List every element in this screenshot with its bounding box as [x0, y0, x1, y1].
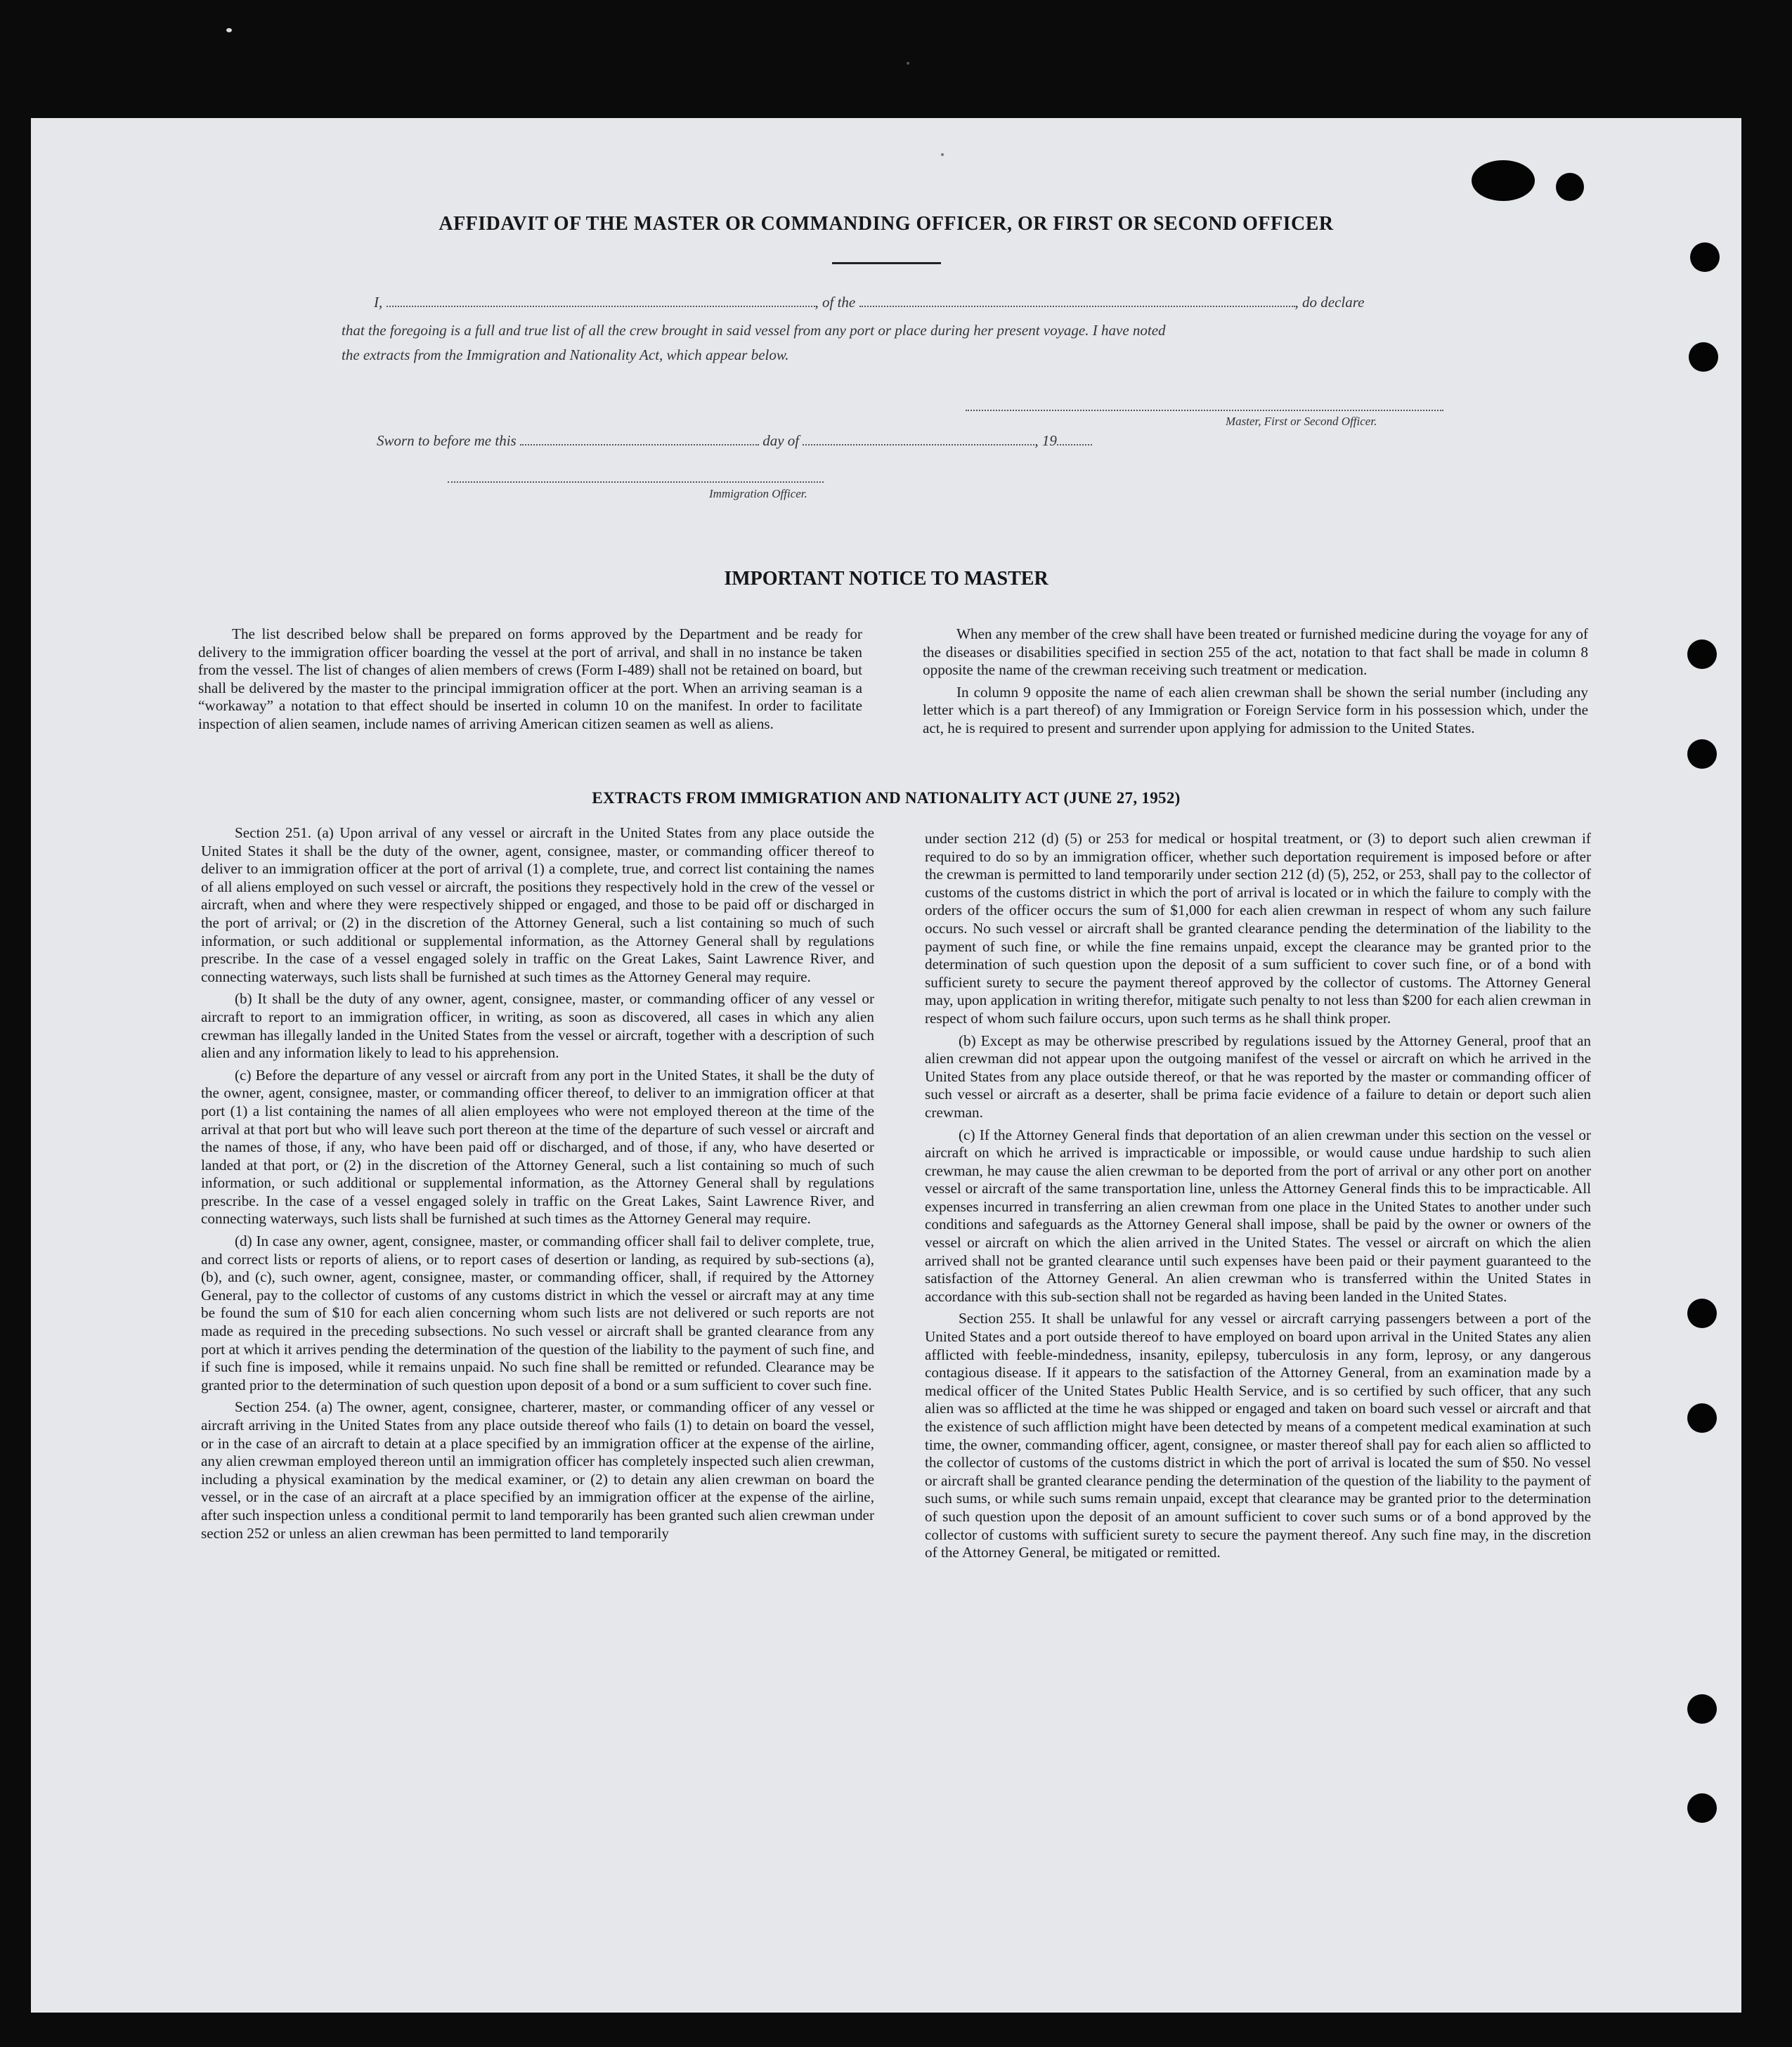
sworn-line: [377, 432, 1092, 450]
section-251-c: (c) Before the departure of any vessel or aircraft from any port in the United States, it shall be the duty of the owner, agent, consignee, master, or commanding officer thereof, to deliver to an immigration officer at that port (1) a list containing the names of all alien employees who were not employed thereon at the time of the arrival at that port but who will leave such port thereon at the time of the departure of such vessel or aircraft and the names of those, if any, who have been paid off or discharged, and of those, if any, who have deserted or landed at that port, or (2) in the discretion of the Attorney General, such a list containing so much of such information, or such additional or supplemental information, as the Attorney General shall by regulations prescribe. In the case of a vessel engaged solely in traffic on the Great Lakes, Saint Lawrence River, and connecting waterways, such lists shall be furnished at such times as the Attorney General may require.: [201, 1066, 874, 1228]
notice-right-paragraph-1: When any member of the crew shall have been treated or furnished medicine during the voyage for any of the diseases or disabilities specified in section 255 of the act, notation to that fact shall be made in column 8 opposite the name of the crewman receiving such treatment or medication.: [923, 625, 1588, 679]
master-signature-line[interactable]: [966, 410, 1443, 411]
section-251-a: Section 251. (a) Upon arrival of any vessel or aircraft in the United States from any place outside the United States it shall be the duty of the owner, agent, consignee, master, or commanding officer thereof to deliver to an immigration officer at the port of arrival (1) a complete, true, and correct list containing the names of all aliens employed on such vessel or aircraft, the positions they respectively hold in the crew of the vessel or aircraft, when and where they were respectively shipped or engaged, and those to be paid off or discharged in the port of arrival; or (2) in the discretion of the Attorney General, such a list containing so much of such information, or such additional or supplemental information, as the Attorney General shall by regulations prescribe. In the case of a vessel engaged solely in traffic on the Great Lakes, Saint Lawrence River, and connecting waterways, such lists shall be furnished at such times as the Attorney General may require.: [201, 824, 874, 985]
year-label: , 19: [1034, 432, 1057, 449]
extracts-right-column: [925, 830, 1591, 1566]
vessel-field[interactable]: [859, 294, 1295, 307]
notice-right-column: [923, 625, 1588, 742]
section-254-a: Section 254. (a) The owner, agent, consignee, charterer, master, or commanding officer of any vessel or aircraft arriving in the United States from any place outside thereof who fails (1) to detain on board the vessel, or in the case of an aircraft to detain at a place specified by an immigration officer at the expense of the airline, any alien crewman employed thereon until an immigration officer has completely inspected such alien crewman, including a physical examination by the medical examiner, or (2) to detain any alien crewman on board the vessel, or in the case of an aircraft at a place specified by an immigration officer at the expense of the airline, after such inspection unless a conditional permit to land temporarily has been granted such alien crewman under section 252 or unless an alien crewman has been permitted to land temporarily: [201, 1398, 874, 1542]
section-254-a-continued: under section 212 (d) (5) or 253 for medical or hospital treatment, or (3) to deport such alien crewman if required to do so by an immigration officer, whether such deportation requirement is imposed before or after the crewman is permitted to land temporarily under section 212 (d) (5), 252, or 253, shall pay to the collector of customs of the customs district in which the port of arrival is located or in which the failure to comply with the orders of the officer occurs the sum of $1,000 for each alien crewman in respect of whom any such failure occurs. No such vessel or aircraft shall be granted clearance pending the determination of the liability to the payment of such fine, or while the fine remains unpaid, except the clearance may be granted prior to the determination of such question upon the deposit of a sum sufficient to cover such fine, or of a bond with sufficient surety to secure the payment thereof approved by the collector of customs. The Attorney General may, upon application in writing therefor, mitigate such penalty to not less than $200 for each alien crewman in respect of whom such failure occurs, upon such terms as he shall think proper.: [925, 830, 1591, 1027]
notice-left-paragraph: The list described below shall be prepared on forms approved by the Department and be ready for delivery to the immigration officer boarding the vessel at the port of arrival, and shall in no instance be taken from the vessel. The list of changes of alien members of crews (Form I-489) shall not be retained on board, but shall be delivered by the master to the principal immigration officer at the port. When an arriving seaman is a “workaway” a notation to that effect should be inserted in column 10 on the manifest. In order to facilitate inspection of alien seamen, include names of arriving American citizen seamen as well as aliens.: [198, 625, 862, 732]
section-255: Section 255. It shall be unlawful for any vessel or aircraft carrying passengers between a port of the United States and a port outside thereof to have employed on board upon arrival in the United States any alien afflicted with feeble-mindedness, insanity, epilepsy, tuberculosis in any form, leprosy, or any dangerous contagious disease. If it appears to the satisfaction of the Attorney General, from an examination made by a medical officer of the United States Public Health Service, and is so certified by such officer, that any such alien was so afflicted at the time he was shipped or engaged and taken on board such vessel or aircraft and that the existence of such affliction might have been detected by means of a competent medical examination at such time, the owner, commanding officer, agent, consignee, or master thereof shall pay for each alien so afflicted to the collector of customs of the customs district in which the port of arrival is located the sum of $50. No vessel or aircraft shall be granted clearance pending the determination of the question of the liability to the payment of such sums, or while such sums remain unpaid, except that clearance may be granted prior to the determination of such question upon the deposit of an amount sufficient to cover such sums or of a bond approved by the collector of customs with sufficient surety to secure the payment thereof. Any such fine may, in the discretion of the Attorney General, be mitigated or remitted.: [925, 1310, 1591, 1561]
punch-hole: [1689, 342, 1718, 372]
name-field[interactable]: [387, 294, 815, 307]
declaration-line-3: the extracts from the Immigration and Nationality Act, which appear below.: [342, 346, 789, 363]
speck: [226, 28, 232, 32]
punch-hole: [1687, 639, 1717, 669]
section-251-b: (b) It shall be the duty of any owner, agent, consignee, master, or commanding officer of any vessel or aircraft to report to an immigration officer, in writing, as soon as discovered, all cases in which any alien crewman has illegally landed in the United States from the vessel or aircraft, together with a description of such alien and any information likely to lead to his apprehension.: [201, 990, 874, 1062]
punch-hole: [1687, 1793, 1717, 1823]
speck: [941, 153, 944, 156]
do-declare-label: , do declare: [1294, 294, 1365, 311]
extracts-title: EXTRACTS FROM IMMIGRATION AND NATIONALITY ACT (JUNE 27, 1952): [592, 789, 1181, 807]
section-254-c: (c) If the Attorney General finds that deportation of an alien crewman under this section on the vessel or aircraft on which he arrived is impracticable or impossible, or would cause undue hardship to such alien crewman, he may cause the alien crewman to be deported from the port of arrival or any other port on another vessel or aircraft of the same transportation line, unless the Attorney General finds this to be impracticable. All expenses incurred in transferring an alien crewman from one place in the United States to another under such conditions and safeguards as the Attorney General shall impose, shall be paid by the owner or owners of the vessel or aircraft on which the alien arrived in the United States. The vessel or aircraft on which the alien arrived shall not be granted clearance until such expenses have been paid or their payment guaranteed to the satisfaction of the Attorney General. An alien crewman who is transferred within the United States in accordance with this sub-section shall not be regarded as having been landed in the United States.: [925, 1126, 1591, 1305]
sworn-year-field[interactable]: [1057, 433, 1092, 446]
i-label: I,: [374, 294, 383, 311]
ink-blot: [1472, 160, 1535, 201]
extracts-left-column: [201, 824, 874, 1547]
punch-hole: [1687, 1299, 1717, 1328]
immigration-officer-caption: Immigration Officer.: [709, 487, 807, 500]
punch-hole: [1687, 1403, 1717, 1433]
immigration-officer-signature-line[interactable]: [448, 481, 824, 483]
ink-blot-small: [1556, 173, 1584, 201]
notice-right-paragraph-2: In column 9 opposite the name of each alien crewman shall be shown the serial number (including any letter which is a part thereof) of any Immigration or Foreign Service form in his possession which, under the act, he is required to present and surrender upon applying for admission to the United States.: [923, 683, 1588, 736]
section-254-b: (b) Except as may be otherwise prescribed by regulations issued by the Attorney General, proof that an alien crewman did not appear upon the outgoing manifest of the vessel or aircraft on which he arrived in the United States from any place outside thereof, or that he was reported by the master or commanding officer of such vessel or aircraft as a deserter, shall be prima facie evidence of a failure to detain or deport such alien crewman.: [925, 1032, 1591, 1121]
sworn-day-field[interactable]: [520, 433, 759, 446]
punch-hole: [1687, 1694, 1717, 1724]
day-of-label: day of: [762, 432, 800, 449]
sworn-label: Sworn to before me this: [377, 432, 517, 449]
of-the-label: , of the: [814, 294, 856, 311]
punch-hole: [1690, 242, 1720, 272]
title-underline: [832, 262, 941, 264]
sworn-month-field[interactable]: [803, 433, 1034, 446]
declaration-line-1: [374, 294, 1364, 311]
section-251-d: (d) In case any owner, agent, consignee, master, or commanding officer shall fail to deliver complete, true, and correct lists or reports of aliens, or to report cases of desertion or landing, as required by sub-sections (a), (b), and (c), such owner, agent, consignee, master, or commanding officer, shall, if required by the Attorney General, pay to the collector of customs of any customs district in which the vessel or aircraft may at any time be found the sum of $10 for each alien concerning whom such lists are not delivered or such reports are not made as required in the preceding subsections. No such vessel or aircraft shall be granted clearance from any port at which it arrives pending the determination of the question of the liability to the payment of such fine, and if such fine is imposed, while it remains unpaid. No such fine shall be remitted or refunded. Clearance may be granted prior to the determination of such question upon deposit of a bond or a sum sufficient to cover such fine.: [201, 1233, 874, 1393]
notice-title: IMPORTANT NOTICE TO MASTER: [724, 568, 1048, 590]
affidavit-title: AFFIDAVIT OF THE MASTER OR COMMANDING OFFICER, OR FIRST OR SECOND OFFICER: [439, 213, 1334, 235]
speck: [907, 62, 909, 65]
declaration-line-2: that the foregoing is a full and true list of all the crew brought in said vessel from any port or place during her present voyage. I have noted: [342, 322, 1166, 339]
document-page: [31, 118, 1741, 2013]
master-signature-caption: Master, First or Second Officer.: [1226, 415, 1377, 428]
punch-hole: [1687, 739, 1717, 769]
notice-left-column: [198, 625, 862, 738]
